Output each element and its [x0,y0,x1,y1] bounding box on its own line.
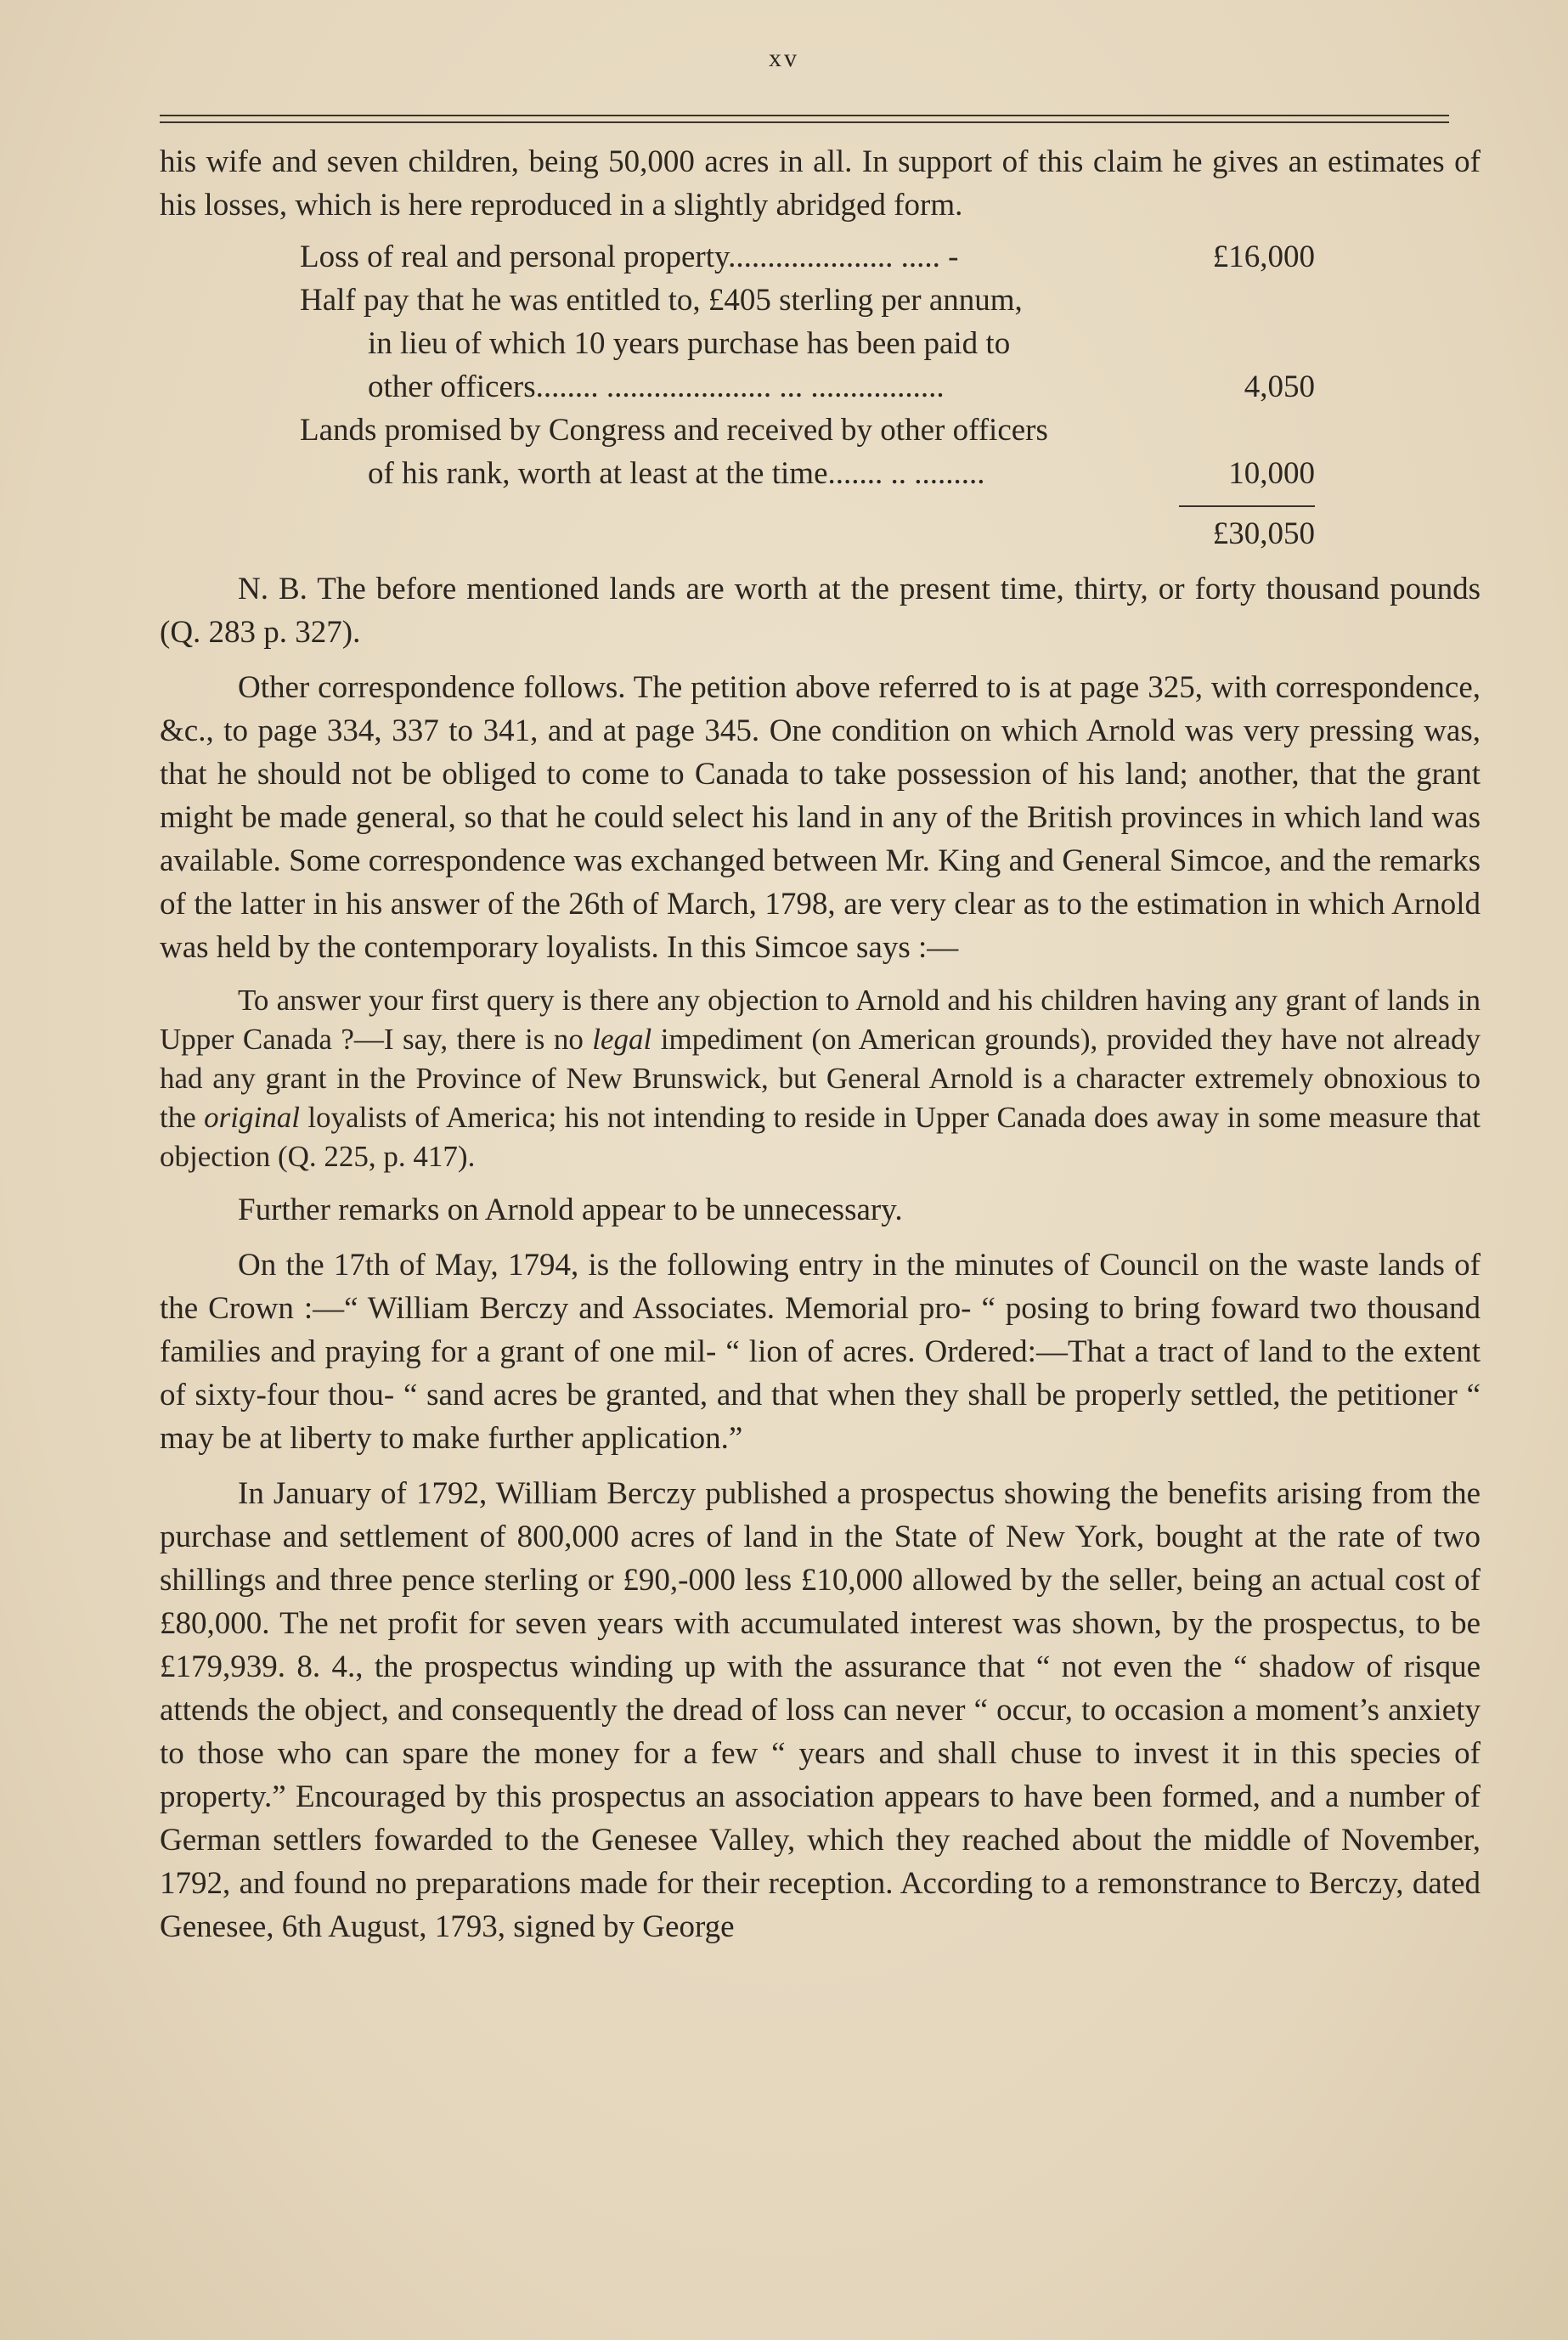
header-rule-top [160,115,1449,116]
ledger-item-line: in lieu of which 10 years purchase has been paid to [368,326,1011,361]
ledger-item-line: of his rank, worth at least at the time....... .. ......... [368,456,985,491]
quote-text: loyalists of America; his not intending to reside in Upper Canada does away in some measure that objection (Q. 225, p. 417). [160,1101,1481,1173]
ledger-item-line: other officers........ ..................... ... ................. [368,369,945,404]
ledger-item-line: Loss of real and personal property..................... ..... - [300,240,959,274]
ledger-item-amount: £16,000 [1212,240,1315,274]
further-paragraph: Further remarks on Arnold appear to be unnecessary. [238,1193,903,1227]
quote-text: To answer your first query is there any objection to Arnold and his children having any grant of lands in Upper Canada ?—I say, there is no [160,984,1481,1056]
simcoe-quote [160,981,1481,1176]
quote-italic: legal [592,1023,652,1056]
body-text [160,140,1481,1948]
losses-ledger [300,235,1315,555]
correspondence-paragraph: Other correspondence follows. The petition above referred to is at page 325, with correspondence, &c., to page 334, 337 to 341, and at page 345. One condition on which Arnold was very pressing was, that he should not be obliged to come to Canada to take possession of his land; another, that the grant might be made general, so that he could select his land in any of the British provinces in which land was available. Some correspondence was exchanged between Mr. King and General Simcoe, and the remarks of the latter in his answer of the 26th of March, 1798, are very clear as to the estimation in which Arnold was held by the contemporary loyalists. In this Simcoe says :— [160,670,1481,965]
ledger-item [300,235,1315,279]
intro-paragraph: his wife and seven children, being 50,000 acres in all. In support of this claim he gives an estimates of his losses, which is here reproduced in a slightly abridged form. [160,144,1481,223]
header-rule-bottom [160,121,1449,123]
ledger-item-line: Lands promised by Congress and received by other officers [300,413,1048,448]
quote-italic: original [204,1101,300,1134]
ledger-item [300,409,1315,495]
ledger-item [300,279,1315,409]
page-number: xv [769,44,799,72]
ledger-item-line: Half pay that he was entitled to, £405 sterling per annum, [300,283,1023,318]
ledger-total-rule [1179,505,1315,507]
ledger-item-amount: 10,000 [1228,456,1315,491]
quote-text: impediment (on American grounds), provided they have not already had any grant in the Province of New Brunswick, but General Arnold is a character extremely obnoxious to the [160,1023,1481,1134]
ledger-item-amount: 4,050 [1244,369,1315,404]
ledger-total: £30,050 [1212,516,1315,551]
council-minutes-paragraph: On the 17th of May, 1794, is the following entry in the minutes of Council on the waste lands of the Crown :—“ William Berczy and Associates. Memorial pro- “ posing to bring foward two thousand families and praying for a grant of one mil- “ lion of acres. Ordered:—That a tract of land to the extent of sixty-four thou- “ sand acres be granted, and that when they shall be properly settled, the petitioner “ may be at liberty to make further application.” [160,1248,1481,1456]
berczy-prospectus-paragraph: In January of 1792, William Berczy published a prospectus showing the benefits arising from the purchase and settlement of 800,000 acres of land in the State of New York, bought at the rate of two shillings and three pence sterling or £90,-000 less £10,000 allowed by the seller, being an actual cost of £80,000. The net profit for seven years with accumulated interest was shown, by the prospectus, to be £179,939. 8. 4., the prospectus winding up with the assurance that “ not even the “ shadow of risque attends the object, and consequently the dread of loss can never “ occur, to occasion a moment’s anxiety to those who can spare the money for a few “ years and shall chuse to invest it in this species of property.” Encouraged by this prospectus an association appears to have been formed, and a number of German settlers fowarded to the Genesee Valley, which they reached about the middle of November, 1792, and found no preparations made for their reception. According to a remonstrance to Berczy, dated Genesee, 6th August, 1793, signed by George [160,1476,1481,1944]
nb-paragraph: N. B. The before mentioned lands are worth at the present time, thirty, or forty thousand pounds (Q. 283 p. 327). [160,572,1481,650]
